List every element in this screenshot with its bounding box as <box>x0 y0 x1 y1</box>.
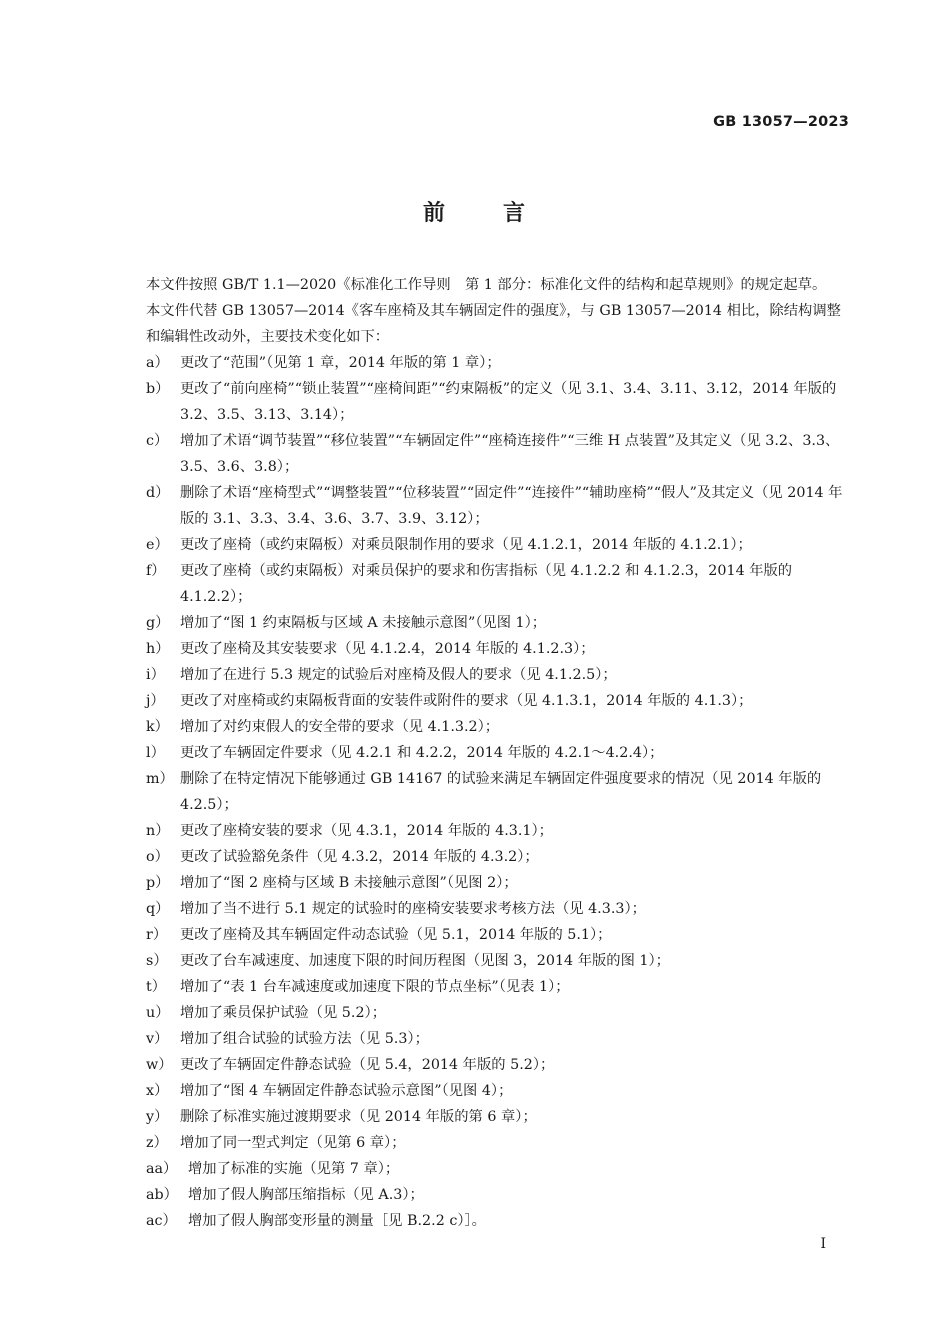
title-char-1: 前 <box>422 201 447 226</box>
list-item <box>146 1026 850 1052</box>
item-text: 更改了座椅（或约束隔板）对乘员限制作用的要求（见 4.1.2.1，2014 年版的 4.1.2.1）； <box>180 537 752 553</box>
item-label: z） <box>146 1135 168 1151</box>
item-text: 删除了术语“座椅型式”“调整装置”“位移装置”“固定件”“连接件”“辅助座椅”“假人”及其定义（见 2014 年版的 3.1、3.3、3.4、3.6、3.7、3.9、3.12）； <box>180 485 843 527</box>
item-text: 更改了对座椅或约束隔板背面的安装件或附件的要求（见 4.1.3.1，2014 年版的 4.1.3）； <box>180 693 753 709</box>
item-text: 增加了对约束假人的安全带的要求（见 4.1.3.2）； <box>180 719 500 735</box>
list-item <box>146 714 850 740</box>
item-text: 增加了“表 1 台车减速度或加速度下限的节点坐标”（见表 1）； <box>180 979 570 995</box>
item-label: g） <box>146 615 170 631</box>
item-text: 增加了假人胸部压缩指标（见 A.3）； <box>188 1187 424 1203</box>
item-text: 更改了试验豁免条件（见 4.3.2，2014 年版的 4.3.2）； <box>180 849 539 865</box>
item-label: v） <box>146 1031 169 1047</box>
list-item <box>146 1000 850 1026</box>
title-char-2: 言 <box>503 201 528 226</box>
item-text: 增加了标准的实施（见第 7 章）； <box>188 1161 400 1177</box>
item-label: u） <box>146 1005 170 1021</box>
item-label: l） <box>146 745 165 761</box>
item-label: aa） <box>146 1161 178 1177</box>
list-item <box>146 948 850 974</box>
document-body <box>146 272 850 1234</box>
page-title <box>0 196 950 227</box>
item-text: 删除了标准实施过渡期要求（见 2014 年版的第 6 章）； <box>180 1109 537 1125</box>
item-text: 更改了座椅（或约束隔板）对乘员保护的要求和伤害指标（见 4.1.2.2 和 4.1.2.3，2014 年版的 4.1.2.2）； <box>180 563 793 605</box>
item-label: ac） <box>146 1213 177 1229</box>
item-label: d） <box>146 485 170 501</box>
list-item <box>146 428 850 480</box>
item-label: e） <box>146 537 169 553</box>
item-text: 删除了在特定情况下能够通过 GB 14167 的试验来满足车辆固定件强度要求的情况（见 2014 年版的 4.2.5）； <box>180 771 822 813</box>
list-item <box>146 870 850 896</box>
list-item <box>146 610 850 636</box>
intro-paragraph-1 <box>146 272 850 298</box>
item-text: 更改了座椅及其车辆固定件动态试验（见 5.1，2014 年版的 5.1）； <box>180 927 612 943</box>
item-label: p） <box>146 875 170 891</box>
item-label: i） <box>146 667 165 683</box>
standard-code: GB 13057—2023 <box>713 114 849 130</box>
list-item <box>146 818 850 844</box>
list-item <box>146 1182 850 1208</box>
item-text: 更改了“前向座椅”“锁止装置”“座椅间距”“约束隔板”的定义（见 3.1、3.4、3.11、3.12，2014 年版的 3.2、3.5、3.13、3.14）； <box>180 381 837 423</box>
list-item <box>146 896 850 922</box>
item-text: 增加了当不进行 5.1 规定的试验时的座椅安装要求考核方法（见 4.3.3）； <box>180 901 646 917</box>
list-item <box>146 974 850 1000</box>
list-item <box>146 350 850 376</box>
list-item <box>146 844 850 870</box>
item-text: 增加了“图 4 车辆固定件静态试验示意图”（见图 4）； <box>180 1083 513 1099</box>
list-item <box>146 1130 850 1156</box>
item-label: a） <box>146 355 169 371</box>
item-label: q） <box>146 901 170 917</box>
paragraph-text: 本文件按照 GB/T 1.1—2020《标准化工作导则 第 1 部分：标准化文件的结构和起草规则》的规定起草。 <box>146 277 827 293</box>
list-item <box>146 532 850 558</box>
list-item <box>146 662 850 688</box>
item-text: 增加了组合试验的试验方法（见 5.3）； <box>180 1031 429 1047</box>
item-label: s） <box>146 953 168 969</box>
item-label: t） <box>146 979 167 995</box>
item-label: w） <box>146 1057 173 1073</box>
list-item <box>146 1052 850 1078</box>
item-text: 更改了车辆固定件要求（见 4.2.1 和 4.2.2，2014 年版的 4.2.1～4.2.4）； <box>180 745 664 761</box>
item-text: 更改了座椅及其安装要求（见 4.1.2.4，2014 年版的 4.1.2.3）； <box>180 641 595 657</box>
change-list <box>146 350 850 1234</box>
list-item <box>146 1078 850 1104</box>
item-text: 增加了假人胸部变形量的测量［见 B.2.2 c）］。 <box>188 1213 486 1229</box>
item-text: 增加了“图 2 座椅与区域 B 未接触示意图”（见图 2）； <box>180 875 518 891</box>
page-number: Ⅰ <box>820 1236 826 1252</box>
list-item <box>146 480 850 532</box>
item-label: o） <box>146 849 169 865</box>
item-text: 更改了“范围”（见第 1 章，2014 年版的第 1 章）； <box>180 355 501 371</box>
item-label: ab） <box>146 1187 178 1203</box>
list-item <box>146 376 850 428</box>
item-text: 增加了在进行 5.3 规定的试验后对座椅及假人的要求（见 4.1.2.5）； <box>180 667 617 683</box>
list-item <box>146 1156 850 1182</box>
list-item <box>146 688 850 714</box>
list-item <box>146 1208 850 1234</box>
list-item <box>146 922 850 948</box>
item-label: h） <box>146 641 170 657</box>
item-label: f） <box>146 563 166 579</box>
item-text: 更改了车辆固定件静态试验（见 5.4，2014 年版的 5.2）； <box>180 1057 555 1073</box>
paragraph-text: 本文件代替 GB 13057—2014《客车座椅及其车辆固定件的强度》，与 GB 13057—2014 相比，除结构调整和编辑性改动外，主要技术变化如下： <box>146 303 841 345</box>
item-label: b） <box>146 381 170 397</box>
item-label: m） <box>146 771 174 787</box>
item-label: r） <box>146 927 168 943</box>
list-item <box>146 766 850 818</box>
list-item <box>146 740 850 766</box>
item-label: j） <box>146 693 165 709</box>
intro-paragraph-2 <box>146 298 850 350</box>
item-text: 增加了乘员保护试验（见 5.2）； <box>180 1005 386 1021</box>
item-text: 增加了术语“调节装置”“移位装置”“车辆固定件”“座椅连接件”“三维 H 点装置”及其定义（见 3.2、3.3、3.5、3.6、3.8）； <box>180 433 840 475</box>
item-label: y） <box>146 1109 169 1125</box>
item-label: c） <box>146 433 169 449</box>
list-item <box>146 1104 850 1130</box>
item-text: 增加了同一型式判定（见第 6 章）； <box>180 1135 406 1151</box>
list-item <box>146 636 850 662</box>
item-text: 更改了台车减速度、加速度下限的时间历程图（见图 3，2014 年版的图 1）； <box>180 953 670 969</box>
item-label: n） <box>146 823 170 839</box>
item-text: 更改了座椅安装的要求（见 4.3.1，2014 年版的 4.3.1）； <box>180 823 553 839</box>
list-item <box>146 558 850 610</box>
item-text: 增加了“图 1 约束隔板与区域 A 未接触示意图”（见图 1）； <box>180 615 547 631</box>
item-label: x） <box>146 1083 169 1099</box>
item-label: k） <box>146 719 169 735</box>
